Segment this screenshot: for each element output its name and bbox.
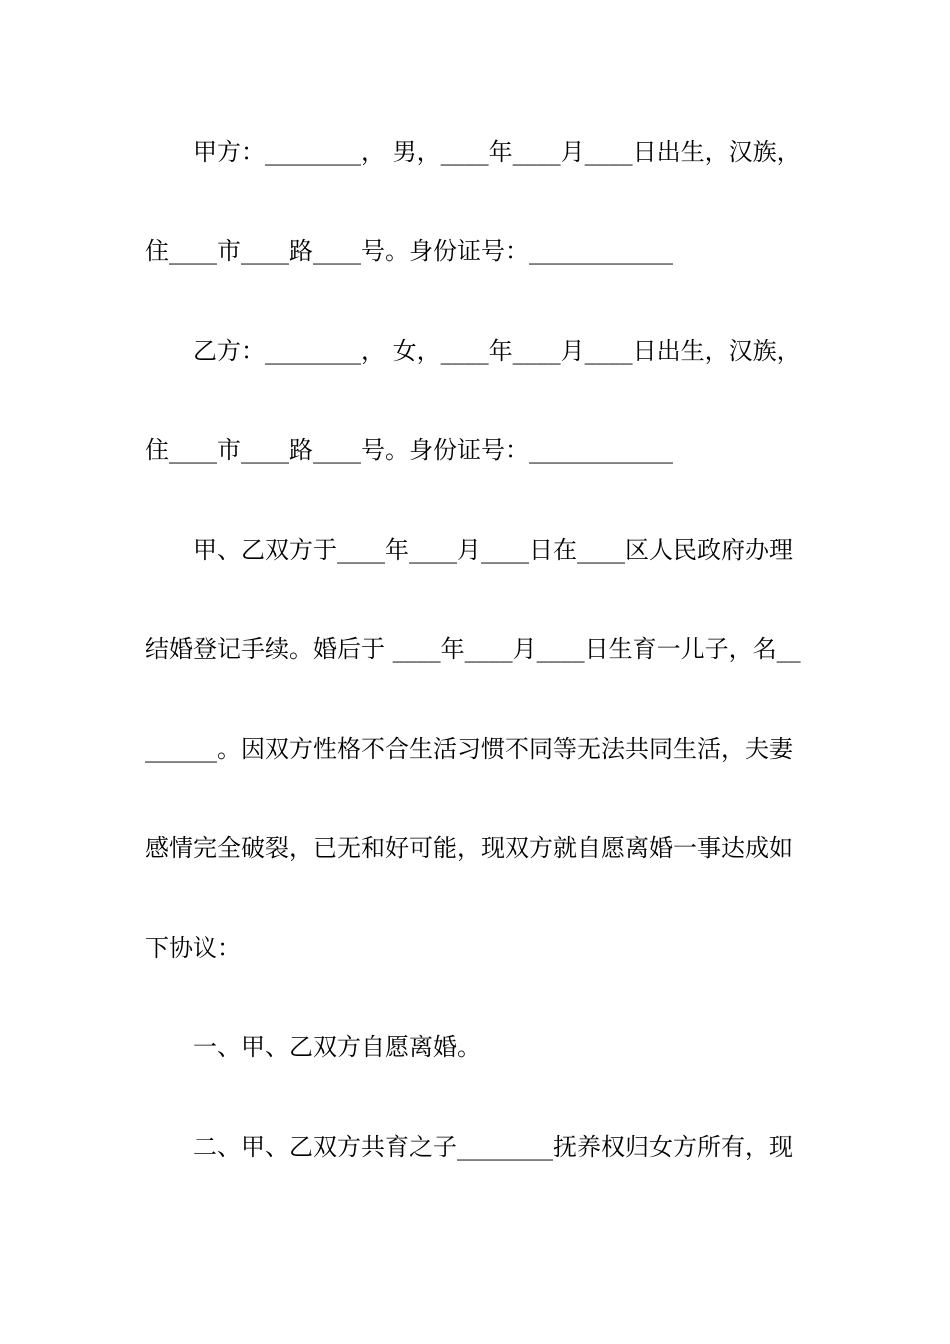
- party-b-address-line: 住____市____路____号。身份证号：____________: [145, 436, 673, 464]
- marriage-registration-line: 甲、乙双方于____年____月____日在____区人民政府办理: [193, 536, 793, 564]
- paragraph-line: 感情完全破裂，已无和好可能，现双方就自愿离婚一事达成如: [145, 834, 793, 862]
- party-b-info-line: 乙方：________， 女，____年____月____日出生，汉族，: [193, 337, 801, 365]
- paragraph-line: 下协议：: [145, 934, 241, 962]
- clause-one-line: 一、甲、乙双方自愿离婚。: [193, 1033, 481, 1061]
- party-a-address-line: 住____市____路____号。身份证号：____________: [145, 237, 673, 265]
- party-a-info-line: 甲方：________， 男，____年____月____日出生，汉族，: [193, 138, 801, 166]
- paragraph-line: ______。因双方性格不合生活习惯不同等无法共同生活，夫妻: [145, 735, 793, 763]
- paragraph-line: 结婚登记手续。婚后于 ____年____月____日生育一儿子，名__: [145, 635, 801, 663]
- clause-two-line: 二、甲、乙双方共育之子________抚养权归女方所有，现: [193, 1133, 793, 1161]
